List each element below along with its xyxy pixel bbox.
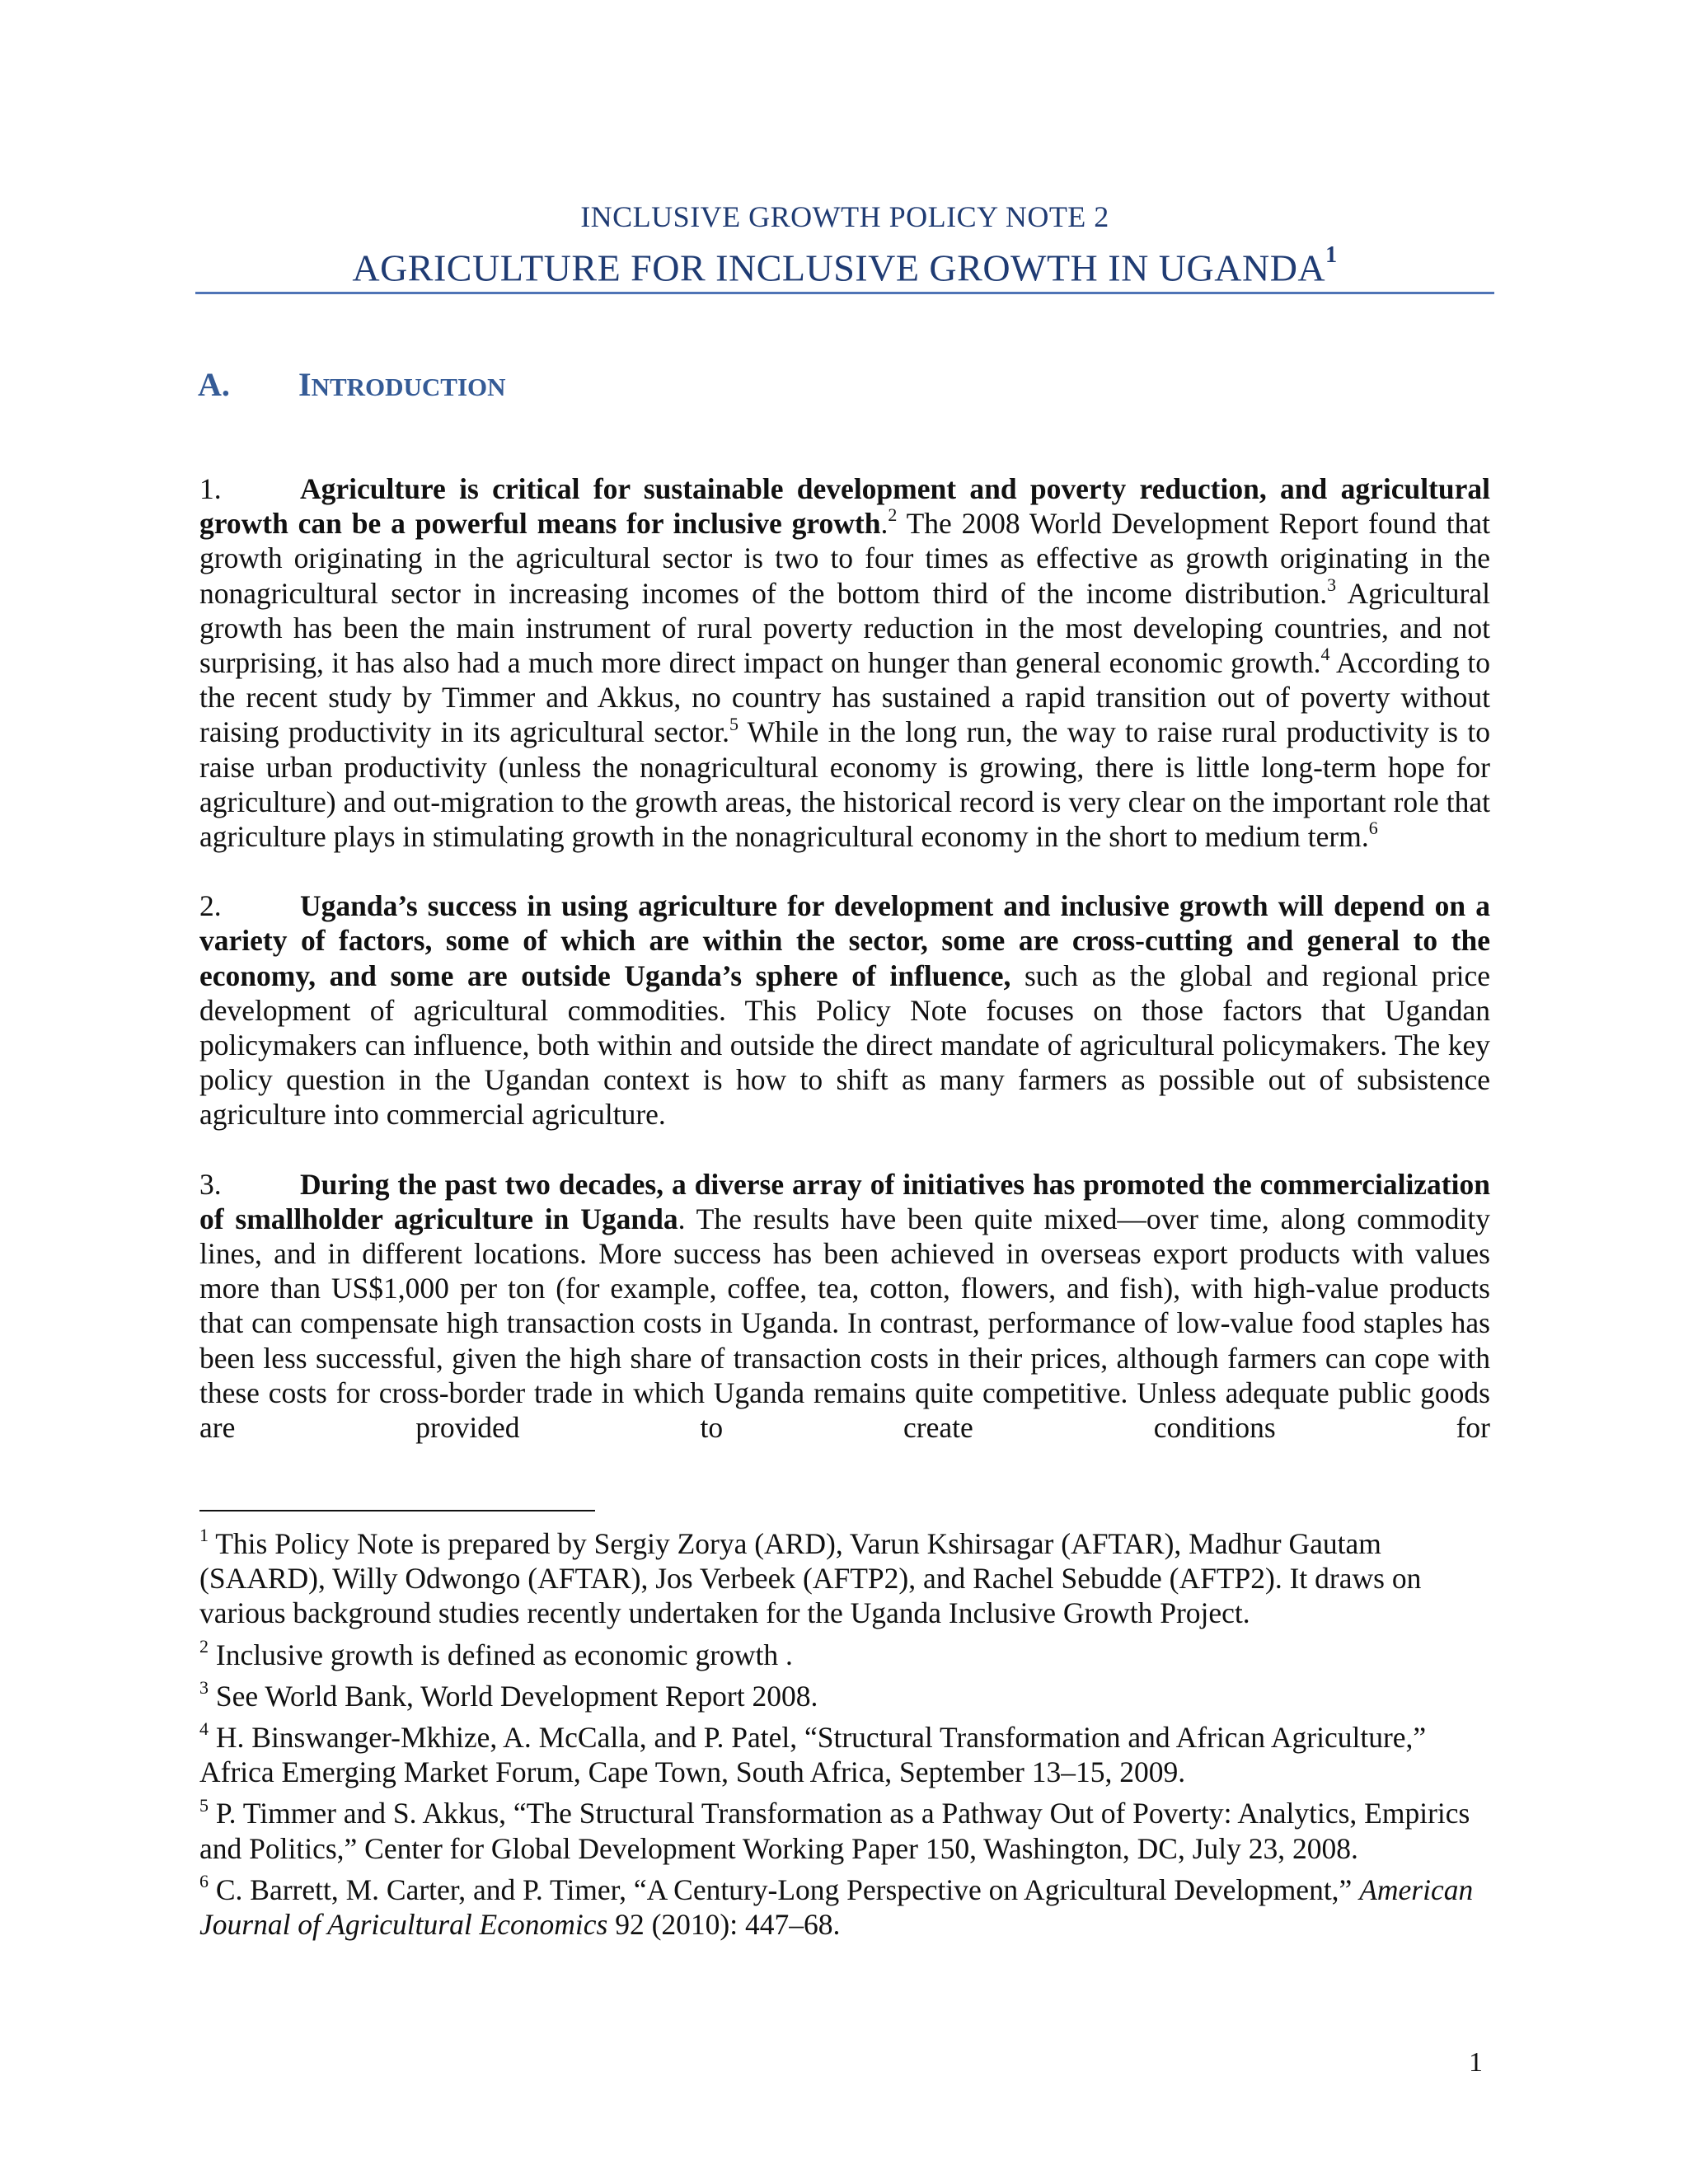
footnote-text: H. Binswanger-Mkhize, A. McCalla, and P. Patel, “Structural Transformation and African Agriculture,” Africa Emerging Market Forum, Cape Town, South Africa, September 13–15, 2009. xyxy=(199,1721,1427,1789)
section-number: A. xyxy=(198,366,230,403)
footnotes xyxy=(199,1526,1490,1948)
footnote-number: 4 xyxy=(199,1718,209,1740)
section-heading xyxy=(198,365,506,404)
body-text xyxy=(199,471,1490,1479)
footnote-number: 6 xyxy=(199,1871,209,1891)
footnote-ref[interactable]: 5 xyxy=(729,713,738,734)
footnote-text: See World Bank, World Development Report 2008. xyxy=(209,1679,818,1713)
footnote-ref[interactable]: 6 xyxy=(1368,818,1378,839)
footnote-text: 92 (2010): 447–68. xyxy=(607,1908,841,1942)
footnote-ref[interactable]: 1 xyxy=(1325,242,1338,268)
page-number: 1 xyxy=(1469,2047,1483,2078)
footnote-number: 5 xyxy=(199,1794,209,1816)
footnote-text: This Policy Note is prepared by Sergiy Zorya (ARD), Varun Kshirsagar (AFTAR), Madhur Gautam (SAARD), Willy Odwongo (AFTAR), Jos Verbeek (AFTP2), and Rachel Sebudde (AFTP2). It draws on various background studies recently undertaken for the Uganda Inclusive Growth Project. xyxy=(199,1527,1422,1630)
paragraph-lead: Uganda’s success in using agriculture for development and inclusive growth will depend on a variety of factors, some of which are within the sector, some are cross-cutting and general to the economy, and some are outside Uganda’s sphere of influence, xyxy=(199,889,1490,992)
footnote-number: 1 xyxy=(199,1525,209,1546)
policy-note-label: INCLUSIVE GROWTH POLICY NOTE 2 xyxy=(580,200,1109,233)
footnote-2 xyxy=(199,1635,1490,1672)
footnote-6 xyxy=(199,1872,1490,1942)
paragraph-text: According to the recent study by Timmer and Akkus, no country has sustained a rapid transition out of poverty without raising productivity in its agricultural sector. xyxy=(199,646,1490,749)
paragraph-number: 3. xyxy=(199,1167,222,1201)
paragraph-3 xyxy=(199,1167,1490,1446)
footnote-text: C. Barrett, M. Carter, and P. Timer, “A Century-Long Perspective on Agricultural Development,” xyxy=(209,1872,1353,1906)
footnote-number: 2 xyxy=(199,1635,209,1657)
paragraph-text: such as the global and regional price development of agricultural commodities. This Policy Note focuses on those factors that Ugandan policymakers can influence, both within and outside the direct mandate of agricultural policymakers. The key policy question in the Ugandan context is how to shift as many farmers as possible out of subsistence agriculture into commercial agriculture. xyxy=(199,958,1490,1132)
footnote-text: P. Timmer and S. Akkus, “The Structural Transformation as a Pathway Out of Poverty: Analytics, Empirics and Politics,” Center for Global Development Working Paper 150, Washington, DC, July 23, 2008. xyxy=(199,1797,1470,1865)
footnote-separator xyxy=(199,1510,595,1511)
journal-title: American Journal of Agricultural Economics xyxy=(199,1872,1474,1942)
paragraph-text: The 2008 World Development Report found that growth originating in the agricultural sector is two to four times as effective as growth originating in the nonagricultural sector in increasing incomes of the bottom third of the income distribution. xyxy=(199,507,1491,610)
footnote-number: 3 xyxy=(199,1676,209,1698)
header-rule xyxy=(195,292,1494,294)
footnote-ref[interactable]: 2 xyxy=(888,504,898,526)
section-title-initial: I xyxy=(298,366,312,403)
paragraph-number: 1. xyxy=(199,472,222,505)
paragraph-lead: During the past two decades, a diverse array of initiatives has promoted the commercialization of smallholder agriculture in Uganda xyxy=(199,1167,1490,1235)
paragraph-text: . The results have been quite mixed—over time, along commodity lines, and in different locations. More success has been achieved in overseas export products with values more than US$1,000 per ton (for example, coffee, tea, cotton, flowers, and fish), with high-value products that can compensate high transaction costs in Uganda. In contrast, performance of low-value food staples has been less successful, given the high share of transaction costs in their prices, although farmers can cope with these costs for cross-border trade in which Uganda remains quite competitive. Unless adequate public goods are provided to create conditions for xyxy=(199,1202,1490,1445)
paragraph-2 xyxy=(199,888,1490,1132)
paragraph-lead: Agriculture is critical for sustainable development and poverty reduction, and agricultural growth can be a powerful means for inclusive growth xyxy=(199,472,1490,541)
section-title-rest: NTRODUCTION xyxy=(311,373,506,401)
paragraph-number: 2. xyxy=(199,889,222,923)
footnote-4 xyxy=(199,1720,1490,1789)
footnote-ref[interactable]: 3 xyxy=(1327,574,1337,595)
footnote-ref[interactable]: 4 xyxy=(1320,644,1330,665)
paragraph-text: While in the long run, the way to raise rural productivity is to raise urban productivity (unless the nonagricultural economy is growing, there is little long-term hope for agriculture) and out-migration to the growth areas, the historical record is very clear on the important role that agriculture plays in stimulating growth in the nonagricultural economy in the short to medium term. xyxy=(199,715,1490,854)
document-title xyxy=(198,236,1492,293)
paragraph-1 xyxy=(199,471,1490,854)
footnote-1 xyxy=(199,1526,1490,1631)
footnote-3 xyxy=(199,1676,1490,1713)
document-header xyxy=(198,198,1492,293)
paragraph-text: . xyxy=(880,507,889,541)
document-title-text: AGRICULTURE FOR INCLUSIVE GROWTH IN UGANDA xyxy=(352,246,1326,289)
paragraph-text: Agricultural growth has been the main instrument of rural poverty reduction in the most developing countries, and not surprising, it has also had a much more direct impact on hunger than general economic growth. xyxy=(199,576,1491,680)
footnote-5 xyxy=(199,1796,1490,1865)
footnote-text: Inclusive growth is defined as economic growth . xyxy=(209,1638,793,1671)
